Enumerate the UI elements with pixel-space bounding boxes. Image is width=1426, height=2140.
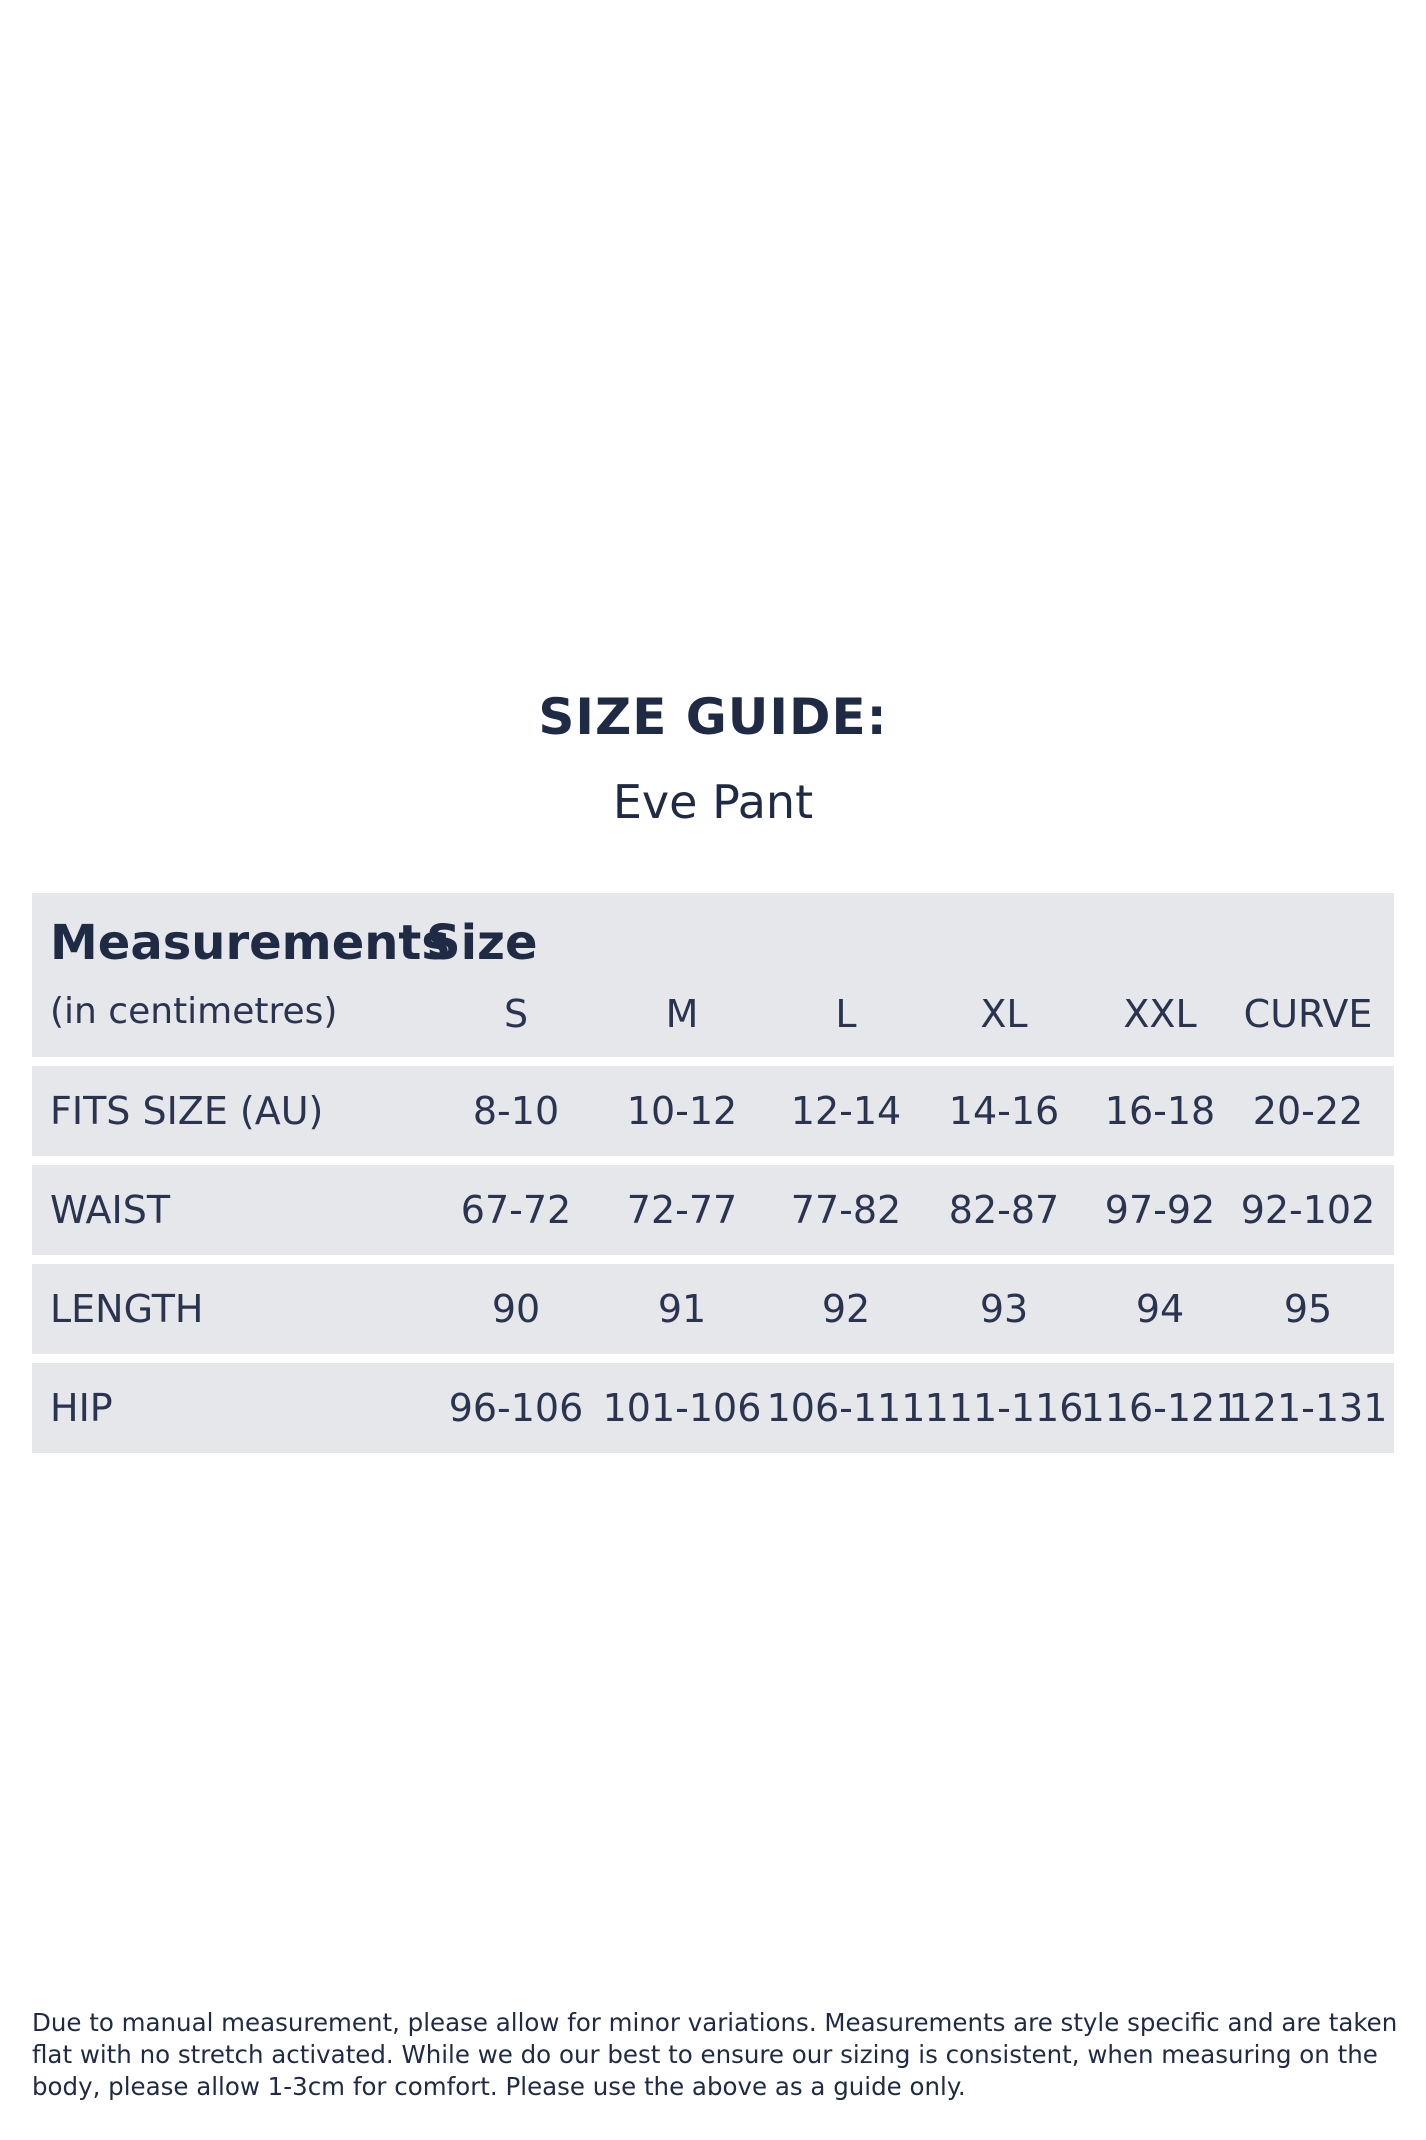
table-row [32,1363,1394,1453]
table-cell: 90 [491,1287,541,1331]
row-label: HIP [50,1386,113,1430]
table-header-row [32,893,1394,1057]
table-cell: 82-87 [948,1188,1060,1232]
table-cell: 10-12 [626,1089,738,1133]
table-cell: 12-14 [790,1089,902,1133]
table-cell: 94 [1135,1287,1185,1331]
table-row [32,1264,1394,1354]
table-row [32,1165,1394,1255]
table-cell: 96-106 [448,1386,584,1430]
measurements-heading: Measurements [50,915,450,971]
table-cell: 95 [1283,1287,1333,1331]
row-label: LENGTH [50,1287,204,1331]
size-heading: Size [426,915,538,971]
size-column-header: CURVE [1243,992,1373,1036]
table-cell: 16-18 [1104,1089,1216,1133]
table-cell: 67-72 [460,1188,572,1232]
page-title: SIZE GUIDE: [538,688,888,746]
size-column-header: XL [980,992,1028,1036]
row-label: WAIST [50,1188,171,1232]
table-cell: 97-92 [1104,1188,1216,1232]
table-cell: 77-82 [790,1188,902,1232]
table-row [32,1066,1394,1156]
table-cell: 14-16 [948,1089,1060,1133]
size-table [32,893,1394,1453]
size-column-header: M [665,992,699,1036]
table-cell: 116-121 [1080,1386,1240,1430]
unit-label: (in centimetres) [50,991,338,1032]
size-column-header: L [835,992,857,1036]
disclaimer-text: Due to manual measurement, please allow for minor variations. Measurements are style specific and are taken flat with no stretch activated. While we do our best to ensure our sizing is consistent, when measuring on the body, please allow 1-3cm for comfort. Please use the above as a guide only. [32,2008,1398,2101]
table-cell: 92-102 [1240,1188,1376,1232]
table-cell: 121-131 [1228,1386,1388,1430]
size-column-header: S [503,992,529,1036]
table-cell: 91 [657,1287,707,1331]
table-cell: 92 [821,1287,871,1331]
table-cell: 8-10 [472,1089,560,1133]
row-label: FITS SIZE (AU) [50,1089,324,1133]
table-cell: 101-106 [602,1386,762,1430]
table-cell: 111-116 [924,1386,1084,1430]
table-cell: 20-22 [1252,1089,1364,1133]
size-column-header: XXL [1123,992,1197,1036]
table-cell: 93 [979,1287,1029,1331]
table-cell: 72-77 [626,1188,738,1232]
product-name: Eve Pant [612,775,814,829]
table-cell: 106-111 [766,1386,926,1430]
